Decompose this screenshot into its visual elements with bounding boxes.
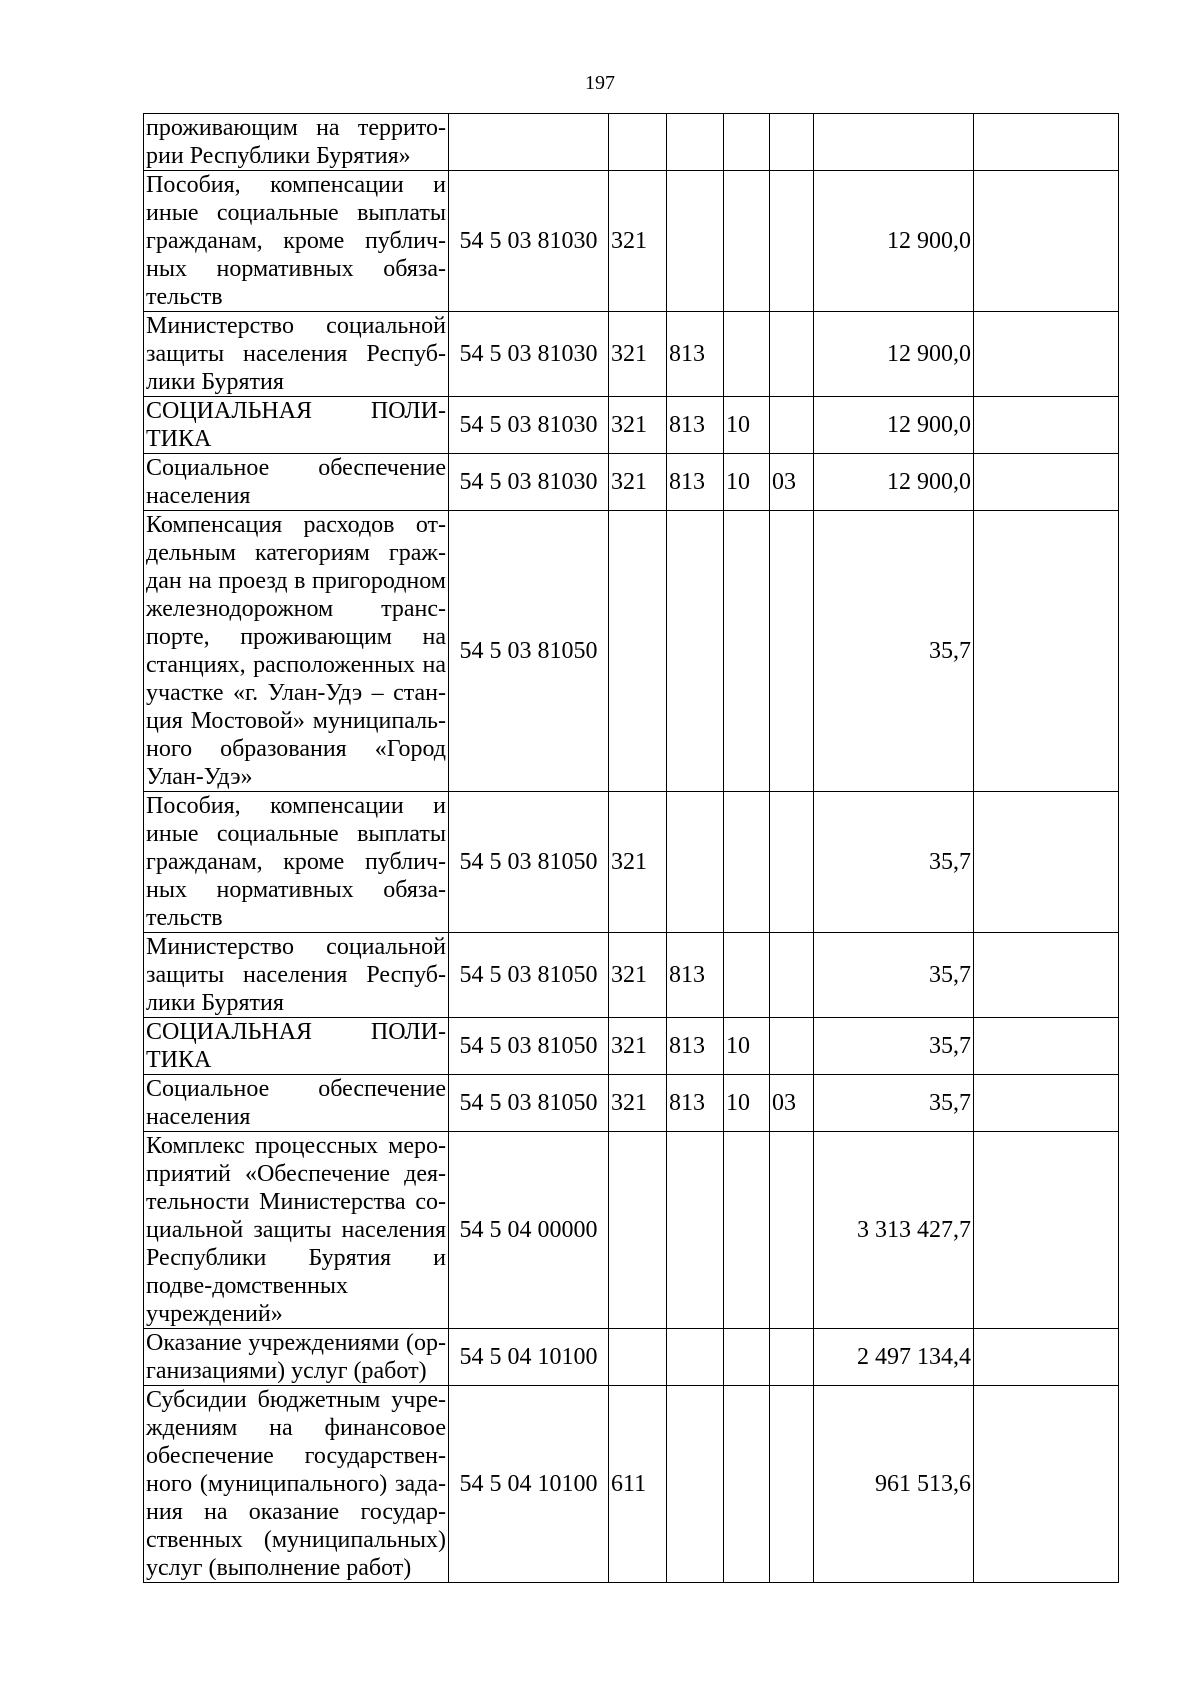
amount-cell: 35,7 xyxy=(814,792,974,933)
extra-cell xyxy=(974,511,1119,792)
amount-cell: 35,7 xyxy=(814,1075,974,1132)
expense-type-cell: 321 xyxy=(609,397,667,454)
table-row xyxy=(144,1132,1119,1329)
subsection-cell xyxy=(770,171,814,312)
section-cell: 10 xyxy=(724,1075,770,1132)
expense-type-cell: 321 xyxy=(609,312,667,397)
table-row xyxy=(144,1018,1119,1075)
section-cell xyxy=(724,1329,770,1386)
expense-type-cell: 321 xyxy=(609,933,667,1018)
target-code-cell: 54 5 03 81030 xyxy=(449,312,609,397)
amount-cell xyxy=(814,114,974,171)
administrator-cell: 813 xyxy=(667,312,724,397)
section-cell xyxy=(724,1386,770,1583)
table-row xyxy=(144,792,1119,933)
extra-cell xyxy=(974,792,1119,933)
row-name-cell: СОЦИАЛЬНАЯ ПОЛИ-ТИКА xyxy=(144,1018,449,1075)
row-name-cell: Социальное обеспечение населения xyxy=(144,1075,449,1132)
amount-cell: 12 900,0 xyxy=(814,397,974,454)
row-name-cell: Оказание учреждениями (ор-ганизациями) услуг (работ) xyxy=(144,1329,449,1386)
target-code-cell: 54 5 03 81050 xyxy=(449,933,609,1018)
administrator-cell xyxy=(667,1132,724,1329)
table-row xyxy=(144,397,1119,454)
amount-cell: 12 900,0 xyxy=(814,312,974,397)
section-cell xyxy=(724,171,770,312)
target-code-cell: 54 5 04 10100 xyxy=(449,1329,609,1386)
extra-cell xyxy=(974,397,1119,454)
extra-cell xyxy=(974,1329,1119,1386)
row-name-cell: Социальное обеспечение населения xyxy=(144,454,449,511)
extra-cell xyxy=(974,1018,1119,1075)
target-code-cell: 54 5 03 81050 xyxy=(449,792,609,933)
target-code-cell: 54 5 03 81050 xyxy=(449,511,609,792)
expense-type-cell xyxy=(609,1329,667,1386)
row-name-cell: Компенсация расходов от-дельным категориям граж-дан на проезд в пригородном железнодорожном транс-порте, проживающим на станциях, расположенных на участке «г. Улан-Удэ – стан-ция Мостовой» муниципаль-ного образования «Город Улан-Удэ» xyxy=(144,511,449,792)
section-cell: 10 xyxy=(724,454,770,511)
budget-table xyxy=(143,113,1119,1583)
subsection-cell xyxy=(770,792,814,933)
subsection-cell xyxy=(770,397,814,454)
expense-type-cell: 321 xyxy=(609,454,667,511)
administrator-cell xyxy=(667,1386,724,1583)
subsection-cell xyxy=(770,1386,814,1583)
row-name-cell: Министерство социальной защиты населения Респуб-лики Бурятия xyxy=(144,933,449,1018)
amount-cell: 961 513,6 xyxy=(814,1386,974,1583)
target-code-cell: 54 5 03 81050 xyxy=(449,1075,609,1132)
expense-type-cell: 321 xyxy=(609,792,667,933)
page-number: 197 xyxy=(585,72,615,94)
extra-cell xyxy=(974,1132,1119,1329)
subsection-cell xyxy=(770,312,814,397)
target-code-cell: 54 5 03 81030 xyxy=(449,454,609,511)
section-cell: 10 xyxy=(724,1018,770,1075)
row-name-cell: Субсидии бюджетным учре-ждениям на финансовое обеспечение государствен-ного (муниципального) зада-ния на оказание государ-ственных (муниципальных) услуг (выполнение работ) xyxy=(144,1386,449,1583)
extra-cell xyxy=(974,933,1119,1018)
expense-type-cell xyxy=(609,511,667,792)
table-row xyxy=(144,454,1119,511)
section-cell xyxy=(724,114,770,171)
table-body xyxy=(144,114,1119,1583)
extra-cell xyxy=(974,114,1119,171)
target-code-cell xyxy=(449,114,609,171)
target-code-cell: 54 5 04 10100 xyxy=(449,1386,609,1583)
subsection-cell: 03 xyxy=(770,1075,814,1132)
table-row xyxy=(144,511,1119,792)
extra-cell xyxy=(974,1386,1119,1583)
expense-type-cell xyxy=(609,114,667,171)
row-name-cell: Пособия, компенсации и иные социальные выплаты гражданам, кроме публич-ных нормативных обяза-тельств xyxy=(144,171,449,312)
extra-cell xyxy=(974,312,1119,397)
administrator-cell: 813 xyxy=(667,397,724,454)
row-name-cell: проживающим на террито-рии Республики Бурятия» xyxy=(144,114,449,171)
section-cell: 10 xyxy=(724,397,770,454)
amount-cell: 35,7 xyxy=(814,511,974,792)
row-name-cell: Министерство социальной защиты населения Респуб-лики Бурятия xyxy=(144,312,449,397)
section-cell xyxy=(724,1132,770,1329)
expense-type-cell: 321 xyxy=(609,1018,667,1075)
table-row xyxy=(144,1075,1119,1132)
table-row xyxy=(144,1386,1119,1583)
administrator-cell: 813 xyxy=(667,1075,724,1132)
subsection-cell xyxy=(770,114,814,171)
expense-type-cell: 611 xyxy=(609,1386,667,1583)
amount-cell: 3 313 427,7 xyxy=(814,1132,974,1329)
subsection-cell xyxy=(770,1329,814,1386)
amount-cell: 12 900,0 xyxy=(814,454,974,511)
amount-cell: 35,7 xyxy=(814,1018,974,1075)
subsection-cell xyxy=(770,1132,814,1329)
extra-cell xyxy=(974,454,1119,511)
extra-cell xyxy=(974,1075,1119,1132)
amount-cell: 2 497 134,4 xyxy=(814,1329,974,1386)
section-cell xyxy=(724,312,770,397)
expense-type-cell: 321 xyxy=(609,1075,667,1132)
table-row xyxy=(144,312,1119,397)
row-name-cell: Пособия, компенсации и иные социальные выплаты гражданам, кроме публич-ных нормативных обяза-тельств xyxy=(144,792,449,933)
administrator-cell xyxy=(667,792,724,933)
amount-cell: 35,7 xyxy=(814,933,974,1018)
administrator-cell: 813 xyxy=(667,1018,724,1075)
section-cell xyxy=(724,511,770,792)
subsection-cell xyxy=(770,933,814,1018)
expense-type-cell xyxy=(609,1132,667,1329)
administrator-cell: 813 xyxy=(667,933,724,1018)
administrator-cell xyxy=(667,171,724,312)
expense-type-cell: 321 xyxy=(609,171,667,312)
administrator-cell xyxy=(667,511,724,792)
section-cell xyxy=(724,792,770,933)
table-row xyxy=(144,933,1119,1018)
target-code-cell: 54 5 03 81050 xyxy=(449,1018,609,1075)
table-row xyxy=(144,114,1119,171)
row-name-cell: Комплекс процессных меро-приятий «Обеспечение дея-тельности Министерства со-циальной защиты населения Республики Бурятия и подве-домственных учреждений» xyxy=(144,1132,449,1329)
amount-cell: 12 900,0 xyxy=(814,171,974,312)
table-row xyxy=(144,1329,1119,1386)
administrator-cell xyxy=(667,1329,724,1386)
target-code-cell: 54 5 04 00000 xyxy=(449,1132,609,1329)
table-row xyxy=(144,171,1119,312)
subsection-cell xyxy=(770,1018,814,1075)
administrator-cell: 813 xyxy=(667,454,724,511)
section-cell xyxy=(724,933,770,1018)
subsection-cell xyxy=(770,511,814,792)
target-code-cell: 54 5 03 81030 xyxy=(449,171,609,312)
subsection-cell: 03 xyxy=(770,454,814,511)
target-code-cell: 54 5 03 81030 xyxy=(449,397,609,454)
administrator-cell xyxy=(667,114,724,171)
row-name-cell: СОЦИАЛЬНАЯ ПОЛИ-ТИКА xyxy=(144,397,449,454)
extra-cell xyxy=(974,171,1119,312)
